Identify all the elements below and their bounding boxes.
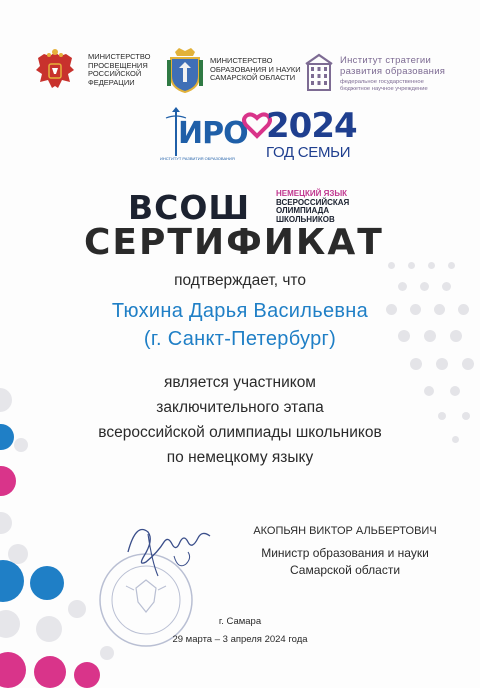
iro-logo-text: ИРО [178,116,248,151]
footer-dates: 29 марта – 3 апреля 2024 года [172,634,308,645]
heart-2024-logo-icon [242,106,357,166]
org-institute-strategy [340,55,445,93]
statement-line: по немецкому языку [166,449,314,466]
org3-title-line: развития образования [340,66,446,77]
year-logo-text: 2024 [266,106,357,146]
org1-line: МИНИСТЕРСТВО [88,52,151,61]
institute-building-icon [302,52,336,92]
footer-city: г. Самара [218,616,262,627]
org2-line: САМАРСКОЙ ОБЛАСТИ [210,73,296,82]
iro-tower-logo-icon [160,104,248,164]
olympiad-subject: НЕМЕЦКИЙ ЯЗЫК [276,189,348,198]
org3-subtitle-line: бюджетное научное учреждение [340,86,428,92]
org3-title-line: Институт стратегии [340,55,432,66]
statement-line: является участником [164,374,316,391]
org2-line: ОБРАЗОВАНИЯ И НАУКИ [210,64,301,74]
olympiad-line: ВСЕРОССИЙСКАЯ [276,197,350,207]
org1-line: ФЕДЕРАЦИИ [88,77,135,87]
org1-line: ПРОСВЕЩЕНИЯ [88,60,148,70]
signatory-role-line: Самарской области [289,563,401,577]
org3-subtitle-line: федеральное государственное [340,79,424,85]
signature-icon [118,512,218,582]
confirms-text: подтверждает, что [174,272,306,289]
russian-eagle-emblem-icon [30,46,80,96]
samara-region-coat-of-arms-icon [165,46,205,94]
olympiad-line: ОЛИМПИАДА [276,206,330,215]
signatory-name: АКОПЬЯН ВИКТОР АЛЬБЕРТОВИЧ [253,525,437,537]
iro-logo-caption: ИНСТИТУТ РАЗВИТИЯ ОБРАЗОВАНИЯ [160,156,235,161]
certificate-title: СЕРТИФИКАТ [84,222,384,263]
recipient-city: (г. Санкт-Петербург) [143,328,337,350]
org1-line: РОССИЙСКОЙ [88,69,142,78]
org-ministry-education-samara [210,57,301,83]
vsosh-logo: ВСОШ [128,188,251,227]
statement-line: заключительного этапа [156,399,324,416]
org-ministry-education-rf [88,53,150,87]
olympiad-line: ШКОЛЬНИКОВ [276,214,335,224]
olympiad-caption [276,190,349,224]
recipient-name: Тюхина Дарья Васильевна [111,300,369,322]
org2-line: МИНИСТЕРСТВО [210,56,273,65]
statement-line: всероссийской олимпиады школьников [98,424,382,441]
signatory-role-line: Министр образования и науки [261,546,429,560]
year-logo-caption: ГОД СЕМЬИ [266,144,351,161]
